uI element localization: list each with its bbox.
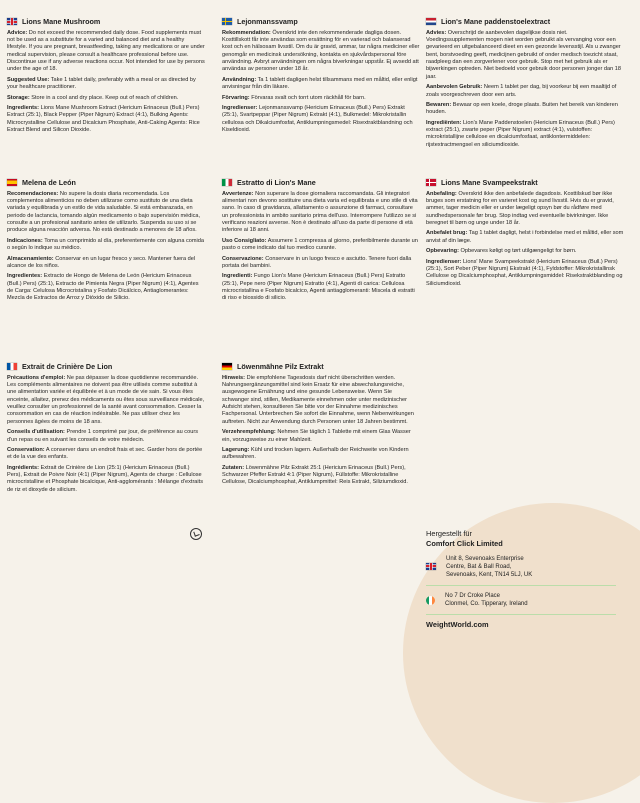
storage-label: Lagerung: — [222, 446, 250, 453]
advice-label: Advice: — [7, 29, 28, 36]
manufacturer-info — [426, 529, 626, 630]
advice-text: Överskrid inte den rekommenderade dagliga dosen. Kosttillskott får inte användas som ersättning för en varierad och balanserad kost och en hälsosam livsstil. Om du är gravid, ammar, tar några mediciner eller genomgår en medicinsk undersökning, kontakta en sjukvårdspersonal före användning. Avbryt användningen om några biverkningar uppstår. Ej avsedd att användas av personer under 18 år. — [222, 29, 420, 73]
divider — [426, 585, 616, 586]
usage-paragraph — [222, 238, 420, 253]
advice-text: Do not exceed the recommended daily dose. Food supplements must not be used as a substitute for a varied and balanced diet and a healthy lifestyle. If you are pregnant, breastfeeding, taking any medications or are under medical supervision, please consult a healthcare professional before use. Discontinue use if any adverse reactions occur. Not intended for use by persons under the age of 18. — [7, 29, 205, 73]
usage-paragraph — [426, 230, 624, 245]
address-line: Unit 8, Sevenoaks Enterprise — [446, 555, 524, 562]
advice-text: No supere la dosis diaria recomendada. Los complementos alimenticios no deben utilizarse como sustituto de una dieta variada y equilibrada y un estilo de vida saludable. Si está embarazada, en periodo de lactancia, tomando algún medicamento o bajo supervisión médica, consulte a un profesional sanitario antes de utilizarlo. Suspenda su uso si se produce alguna reacción adversa. No está destinado a menores de 18 años. — [7, 190, 201, 234]
section-title: Melena de León — [22, 178, 76, 187]
usage-text: Neem 1 tablet per dag, bij voorkeur bij een maaltijd of zoals voorgeschreven door een arts. — [426, 84, 617, 98]
storage-text: A conserver dans un endroit frais et sec. Garder hors de portée et de la vue des enfants. — [7, 446, 203, 461]
ingredients-text: Lions Mane Mushroom Extract (Hericium Erinaceus (Bull.) Pers) Extract (25:1), Black Pepper (Piper Nigrum) Extract (4:1), Bulking Agents: Microcrystalline Cellulose and Dicalcium Phosphate, Anti-Caking Agents: Rice Extract Blend and Silicon Dioxide. — [7, 104, 200, 133]
section-title: Löwenmähne Pilz Extrakt — [237, 362, 324, 371]
section-italian — [222, 178, 420, 306]
address-line: Sevenoaks, Kent, TN14 5LJ, UK — [446, 572, 533, 579]
section-header — [222, 178, 420, 188]
storage-paragraph — [222, 447, 420, 462]
uk-flag-icon — [7, 18, 17, 25]
uk-address-row — [426, 555, 626, 579]
advice-text: Non superare la dose giornaliera raccomandata. Gli integratori alimentari non devono sostituire una dieta varia ed equilibrata e uno stile di vita sano. In caso di gravidanza, allattamento o assunzione di farmaci, consultare un professionista in ambito sanitario prima dell'uso. Interrompere l'utilizzo se si verificano reazioni avverse. Non è destinato all'uso da parte di persone di età inferiore ai 18 anni. — [222, 190, 418, 234]
uk-address — [446, 555, 532, 579]
advice-paragraph — [7, 375, 205, 427]
manufacturer-title: Hergestellt für — [426, 529, 473, 538]
usage-text: Tag 1 tablet dagligt, helst i forbindelse med et måltid, eller som anvist af din læge. — [426, 230, 624, 244]
section-header — [7, 178, 205, 188]
usage-paragraph — [222, 77, 420, 92]
usage-paragraph — [426, 84, 624, 99]
storage-label: Almacenamiento: — [7, 255, 54, 262]
ireland-flag-icon — [426, 596, 435, 605]
ingredients-paragraph — [222, 273, 420, 303]
address-line: No 7 Dr Croke Place — [445, 592, 501, 599]
address-line: Centre, Bat & Ball Road, — [446, 564, 512, 571]
advice-paragraph — [7, 30, 205, 74]
ingredients-paragraph — [426, 259, 624, 289]
spain-flag-icon — [7, 179, 17, 186]
section-title: Lions Mane Svampeekstrakt — [441, 178, 538, 187]
section-danish — [426, 178, 624, 291]
storage-text: Förvaras svalt och torrt utom räckhåll för barn. — [251, 94, 366, 101]
usage-text: Nehmen Sie täglich 1 Tablette mit einem Glas Wasser ein, vorzugsweise zu einer Mahlzeit. — [222, 429, 411, 443]
storage-label: Förvaring: — [222, 94, 250, 101]
sweden-flag-icon — [222, 18, 232, 25]
address-line: Clonmel, Co. Tipperary, Ireland — [445, 600, 528, 607]
ie-address — [445, 592, 528, 608]
ingredients-label: Ingredienser: — [426, 258, 462, 265]
section-title: Extrait de Crinière De Lion — [22, 362, 113, 371]
storage-paragraph — [7, 256, 205, 271]
advice-label: Hinweis: — [222, 374, 246, 381]
advice-paragraph — [222, 191, 420, 235]
section-title: Lions Mane Mushroom — [22, 17, 101, 26]
storage-label: Storage: — [7, 94, 30, 101]
advice-label: Anbefaling: — [426, 190, 457, 197]
advice-label: Recomendaciones: — [7, 190, 59, 197]
section-header — [222, 362, 420, 372]
ie-address-row — [426, 592, 626, 608]
germany-flag-icon — [222, 363, 232, 370]
advice-label: Avvertenze: — [222, 190, 254, 197]
usage-label: Indicaciones: — [7, 237, 43, 244]
advice-paragraph — [426, 191, 624, 228]
section-header — [7, 362, 205, 372]
ingredients-text: Extracto de Hongo de Melena de León (Hericium Erinaceus (Bull.) Pers) (25:1), Extracto de Pimienta Negra (Piper Nigrum) (4:1), Agentes de Carga: Celulosa Microcristalina y Fosfato Dicálcico, Antiaglomerantes: Mezcla de Extractos de Arroz y Dióxido de Silicio. — [7, 273, 199, 302]
ingredients-text: Lions' Mane Svampeekstrakt (Hericium Erinaceus (Bull.) Pers) (25:1), Sort Peber (Piper Nigrum) Ekstrakt (4:1), Fyldstoffer: Mikrokristallinsk Cellulose og Dicalciumphosphat, Antiklumpningsmiddel: Risekstraktblanding og Siliciumdioxid. — [426, 258, 623, 287]
advice-text: Overskrid ikke den anbefalede dagsdosis. Kosttilskud bør ikke bruges som erstatning for en varieret kost og sund livsstil. Hvis du er gravid, ammer, tager medicin eller er under lægeligt opsyn bør du rådføre med sundhedspersonale før brug. Stop indtag ved eventuelle bivirkninger. Ikke beregnet til børn og unge under 18 år. — [426, 190, 614, 226]
advice-label: Advies: — [426, 29, 447, 36]
section-german — [222, 362, 420, 490]
uk-flag-icon — [426, 563, 436, 570]
ingredients-label: Ingrediënten: — [426, 119, 462, 126]
usage-text: Take 1 tablet daily, preferably with a meal or as directed by your healthcare practitioner. — [7, 76, 196, 91]
section-header — [7, 17, 205, 27]
recycle-icon — [190, 528, 202, 540]
ingredients-label: Ingredientes: — [7, 273, 43, 280]
usage-paragraph — [222, 429, 420, 444]
usage-paragraph — [7, 429, 205, 444]
ingredients-paragraph — [426, 120, 624, 150]
denmark-flag-icon — [426, 179, 436, 186]
ingredients-paragraph — [222, 465, 420, 487]
storage-paragraph — [7, 447, 205, 462]
section-dutch — [426, 17, 624, 152]
ingredients-label: Ingredients: — [7, 104, 40, 111]
ingredients-text: Lion's Mane Paddenstoelen (Hericium Erinaceus (Bull.) Pers) extract (25:1), zwarte peper (Piper Nigrum) extract (4:1), vulstoffen: microkristallijne cellulose en dicalciumfosfaat, antiklontermiddelen: rijstextractmengsel en siliciumdioxide. — [426, 119, 615, 148]
advice-label: Précautions d'emploi: — [7, 374, 66, 381]
italy-flag-icon — [222, 179, 232, 186]
netherlands-flag-icon — [426, 18, 436, 25]
usage-text: Ta 1 tablett dagligen helst tillsammans med en måltid, eller enligt anvisningar från din läkare. — [222, 76, 418, 91]
section-header — [426, 178, 624, 188]
advice-paragraph — [426, 30, 624, 82]
usage-label: Uso Consigliato: — [222, 237, 267, 244]
ingredients-label: Ingredienti: — [222, 273, 253, 280]
storage-label: Conservazione: — [222, 255, 264, 262]
website-link[interactable]: WeightWorld.com — [426, 620, 489, 630]
usage-label: Användning: — [222, 76, 257, 83]
storage-label: Opbevaring: — [426, 248, 459, 255]
manufacturer-company: Comfort Click Limited — [426, 538, 503, 548]
usage-paragraph — [7, 238, 205, 253]
storage-paragraph — [222, 256, 420, 271]
usage-text: Toma un comprimido al día, preferentemente con alguna comida o según lo indique su médico. — [7, 237, 205, 252]
ingredients-text: Extrait de Crinière de Lion (25:1) (Hericium Erinaceus (Bull.) Pers), Extrait de Poivre Noir (4:1) (Piper Nigrum), Agents de charge : Cellulose microcristalline et Phosphate bicalcique, Anti-agglomérants : Mélange d'extraits de riz et dioxyde de silicium. — [7, 464, 204, 493]
storage-text: Bewaar op een koele, droge plaats. Buiten het bereik van kinderen houden. — [426, 101, 618, 116]
storage-text: Opbevares køligt og tørt utilgængeligt for børn. — [460, 248, 577, 255]
usage-paragraph — [7, 77, 205, 92]
advice-paragraph — [222, 30, 420, 74]
storage-text: Kühl und trocken lagern. Außerhalb der Reichweite von Kindern aufbewahren. — [222, 446, 409, 461]
section-swedish — [222, 17, 420, 137]
section-english — [7, 17, 205, 137]
storage-label: Bewaren: — [426, 101, 452, 108]
storage-text: Conservare in un luogo fresco e asciutto. Tenere fuori dalla portata dei bambini. — [222, 255, 412, 269]
usage-label: Verzehrempfehlung: — [222, 429, 276, 436]
section-spanish — [7, 178, 205, 306]
section-title: Lion's Mane paddenstoelextract — [441, 17, 551, 26]
storage-paragraph — [426, 102, 624, 117]
ingredients-label: Zutaten: — [222, 464, 245, 471]
usage-text: Prendre 1 comprimé par jour, de préférence au cours d'un repas ou en suivant les conseils de votre médecin. — [7, 429, 198, 443]
advice-label: Rekommendation: — [222, 29, 271, 36]
section-french — [7, 362, 205, 497]
usage-label: Anbefalet brug: — [426, 230, 468, 237]
ingredients-paragraph — [222, 105, 420, 135]
usage-label: Aanbevolen Gebruik: — [426, 84, 483, 91]
storage-paragraph — [426, 248, 624, 255]
ingredients-paragraph — [7, 105, 205, 135]
france-flag-icon — [7, 363, 17, 370]
divider — [426, 614, 616, 615]
usage-label: Conseils d'utilisation: — [7, 429, 65, 436]
ingredients-paragraph — [7, 465, 205, 495]
advice-text: Ne pas dépasser la dose quotidienne recommandée. Les compléments alimentaires ne doivent pas être utilisés comme substitut à une alimentation variée et équilibrée et à un mode de vie sain. Si vous êtes enceinte, allaitez, prenez des médicaments ou êtes sous surveillance médicale, veuillez consulter un professionnel de la santé avant consommation. Cesser la consommation en cas de réaction indésirable. Ne pas utiliser chez les personnes âgées de moins de 18 ans. — [7, 374, 205, 425]
section-title: Lejonmanssvamp — [237, 17, 298, 26]
ingredients-text: Fungo Lion's Mane (Hericium Erinaceus (Bull.) Pers) Estratto (25:1), Pepe nero (Piper Nigrum) Estratto (4:1), Agenti di carica: Cellulosa microcristallina e Fosfato bicalcico, Agenti antiagglomeranti: Miscela di estratti di riso e biossido di silicio. — [222, 273, 415, 302]
usage-label: Suggested Use: — [7, 76, 50, 83]
storage-text: Store in a cool and dry place. Keep out of reach of children. — [31, 94, 179, 101]
ingredients-label: Ingrédients: — [7, 464, 40, 471]
ingredients-paragraph — [7, 273, 205, 303]
section-title: Estratto di Lion's Mane — [237, 178, 316, 187]
ingredients-text: Löwenmähne Pilz Extrakt 25:1 (Hericium Erinaceus (Bull.) Pers), Schwarzer Pfeffer Extrakt 4:1 (Piper Nigrum), Füllstoffe: Mikrokristalline Cellulose, Dicalciumphosphat, Antiklumpmittel: Reis Extrakt, Siliziumdioxid. — [222, 464, 408, 486]
storage-paragraph — [222, 95, 420, 102]
advice-paragraph — [7, 191, 205, 235]
usage-text: Assumere 1 compressa al giorno, preferibilmente durante un pasto o come indicato dal tuo medico curante. — [222, 237, 418, 252]
storage-text: Conservar en un lugar fresco y seco. Mantener fuera del alcance de los niños. — [7, 255, 196, 269]
storage-paragraph — [7, 95, 205, 102]
ingredients-label: Ingredienser: — [222, 104, 258, 111]
ingredients-text: Lejonmanssvamp (Hericium Erinaceus (Bull.) Pers) Extrakt (25:1), Svartpeppar (Piper Nigrum) Extrakt (4:1), Bulkmedel: Mikrokristallin cellulosa och Dikalciumfosfat, Antiklumpningsmedel: Risextraktblandning och Kiseldioxid. — [222, 104, 413, 133]
advice-paragraph — [222, 375, 420, 427]
section-header — [426, 17, 624, 27]
storage-label: Conservation: — [7, 446, 45, 453]
advice-text: Overschrijd de aanbevolen dagelijkse dosis niet. Voedingssupplementen mogen niet worden gebruikt als vervanging voor een gevarieerd en uitgebalanceerd dieet en een gezonde levensstijl. Als u zwanger bent, borstvoeding geeft, medicijnen gebruikt of onder medisch toezicht staat, raadpleeg dan een zorgverlener voor gebruik. Stop met het gebruik als er bijwerkingen optreden. Niet bedoeld voor gebruik door personen jonger dan 18 jaar. — [426, 29, 621, 80]
advice-text: Die empfohlene Tagesdosis darf nicht überschritten werden. Nahrungsergänzungsmittel sind kein Ersatz für eine abwechslungsreiche, ausgewogene Ernährung und eine gesunde Lebensweise. Wenn Sie schwanger sind, stillen, Medikamente einnehmen oder unter medizinischer Aufsicht stehen, konsultieren Sie bitte vor der Einnahme medizinisches Fachpersonal. Unterbrechen Sie sofort die Einnahme, wenn Nebenwirkungen auftreten. Nicht zur Anwendung durch Personen unter 18 Jahren bestimmt. — [222, 374, 414, 425]
section-header — [222, 17, 420, 27]
